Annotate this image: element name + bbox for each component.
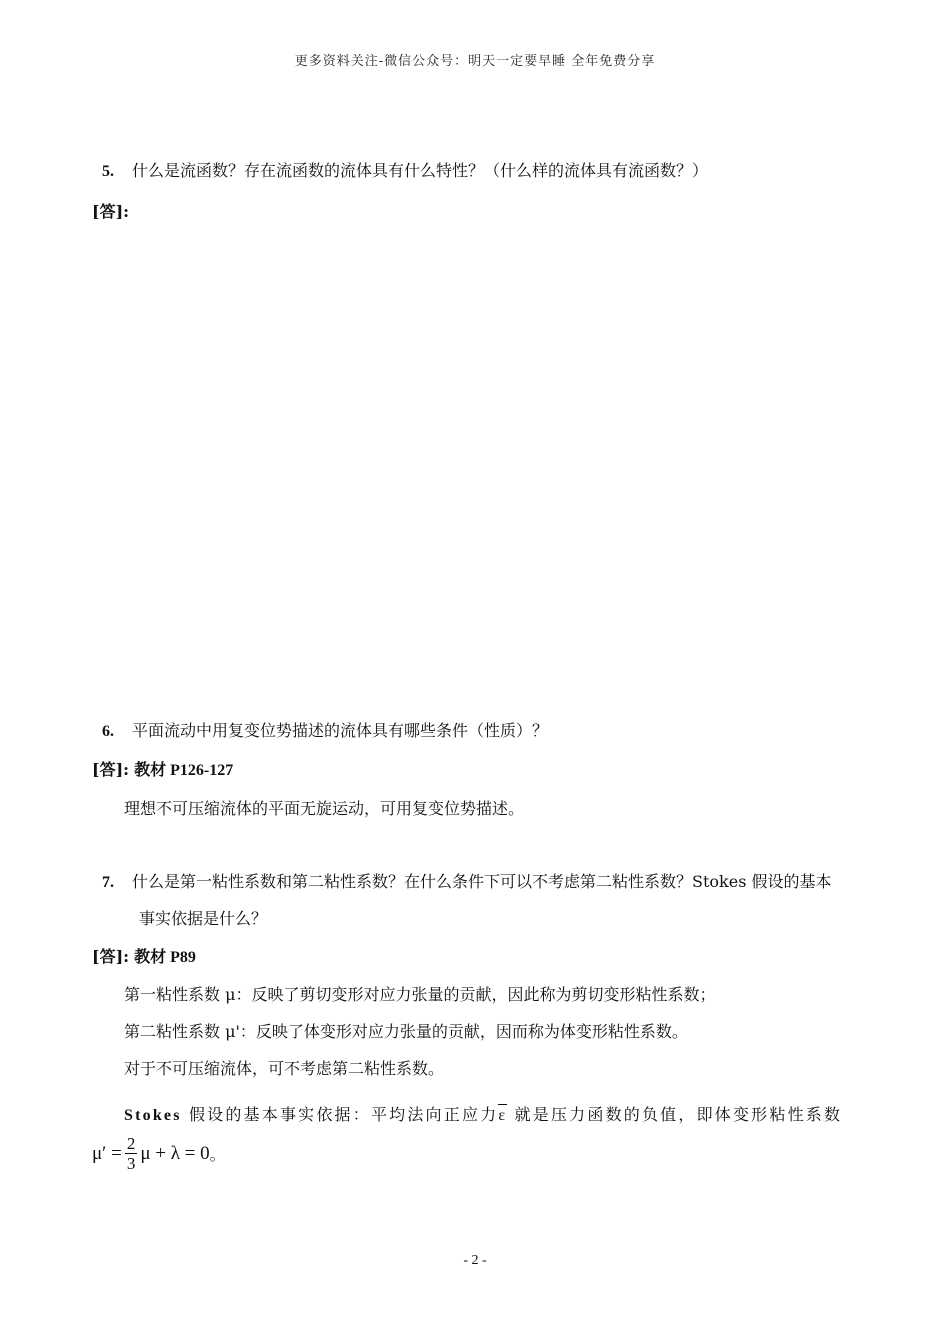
formula-end: 。 [209, 1145, 226, 1164]
question-6-answer-ref: 教材 P126-127 [134, 762, 234, 779]
fraction-denominator: 3 [126, 1154, 136, 1173]
question-7-answer-line-3: 对于不可压缩流体，可不考虑第二粘性系数。 [124, 1059, 445, 1078]
question-6 [102, 720, 548, 743]
question-6-answer-label: [答]: [92, 760, 130, 779]
formula-lhs: μ′ = [92, 1142, 122, 1164]
fraction-numerator: 2 [126, 1134, 136, 1153]
question-7-text-line2: 事实依据是什么？ [139, 909, 268, 928]
epsilon-bar-symbol: ε [498, 1107, 507, 1124]
question-7-answer-ref: 教材 P89 [134, 949, 196, 966]
question-5-answer-label: [答]: [92, 202, 130, 221]
question-6-number: 6. [102, 723, 114, 740]
page-header: 更多资料关注-微信公众号：明天一定要早睡 全年免费分享 [294, 54, 656, 69]
question-5 [102, 160, 708, 183]
stokes-text-after: 就是压力函数的负值，即体变形粘性系数 [514, 1105, 843, 1124]
question-6-text: 平面流动中用复变位势描述的流体具有哪些条件（性质）？ [132, 721, 549, 740]
question-7 [102, 871, 832, 894]
question-7-number: 7. [102, 874, 114, 891]
question-5-number: 5. [102, 163, 114, 180]
question-7-answer-line-1: 第一粘性系数 μ：反映了剪切变形对应力张量的贡献，因此称为剪切变形粘性系数； [124, 985, 716, 1004]
formula-fraction [125, 1134, 138, 1173]
stokes-text-before: 假设的基本事实依据：平均法向正应力 [188, 1105, 499, 1124]
viscosity-formula [92, 1134, 226, 1173]
stokes-paragraph [124, 1104, 842, 1127]
formula-rhs: μ + λ = 0 [140, 1142, 210, 1164]
question-5-text: 什么是流函数？存在流函数的流体具有什么特性？（什么样的流体具有流函数？） [132, 161, 709, 180]
question-7-answer-line-2: 第二粘性系数 μ'：反映了体变形对应力张量的贡献，因而称为体变形粘性系数。 [124, 1022, 688, 1041]
question-7-answer [92, 946, 196, 969]
question-7-answer-label: [答]: [92, 947, 130, 966]
page-number: - 2 - [463, 1253, 487, 1268]
question-7-text-line1: 什么是第一粘性系数和第二粘性系数？在什么条件下可以不考虑第二粘性系数？Stokes 假设的基本 [132, 872, 832, 891]
question-6-answer-line: 理想不可压缩流体的平面无旋运动，可用复变位势描述。 [124, 799, 525, 818]
question-6-answer [92, 759, 233, 782]
stokes-bold-word: Stokes [124, 1107, 182, 1124]
